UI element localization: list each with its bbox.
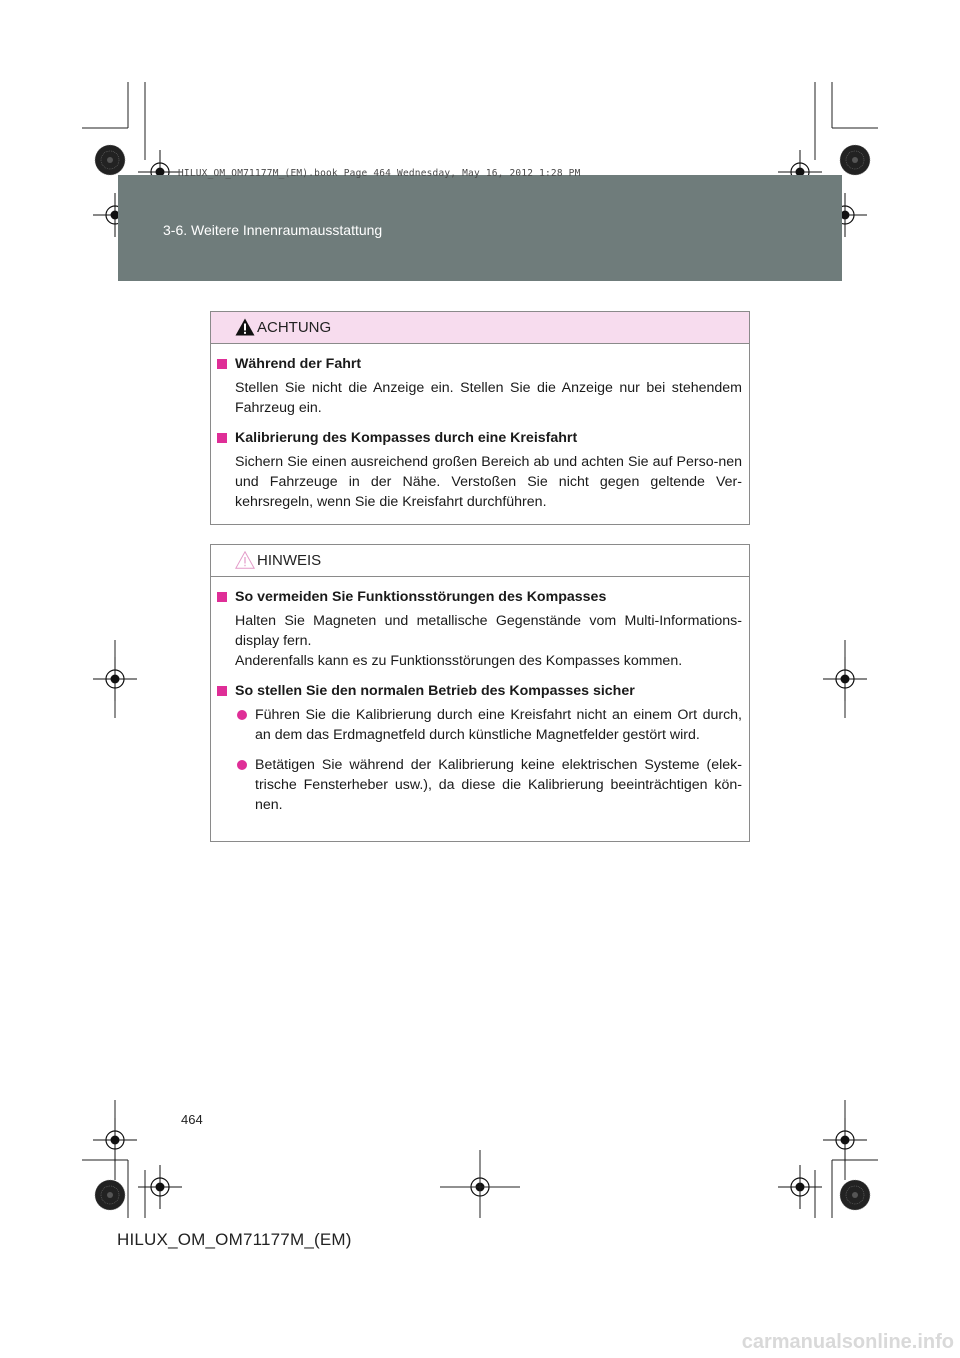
book-stamp: HILUX_OM_OM71177M_(EM).book Page 464 Wednesday, May 16, 2012 1:28 PM xyxy=(178,168,581,179)
notice-item-text: Anderenfalls kann es zu Funktionsstörungen des Kompasses kommen. xyxy=(235,653,683,669)
notice-box xyxy=(210,544,750,842)
sunburst-mark-bl xyxy=(95,1180,125,1210)
square-bullet-icon xyxy=(217,592,227,602)
notice-item-text: Halten Sie Magneten und metallische Gegenstände vom Multi-Informations-display fern. xyxy=(235,613,742,649)
watermark-url: carmanualsonline.info xyxy=(741,1331,954,1353)
round-bullet-icon xyxy=(237,760,247,770)
page-number: 464 xyxy=(181,1112,203,1127)
warning-box xyxy=(210,311,750,525)
sunburst-mark-tl xyxy=(95,145,125,175)
sunburst-mark-tr xyxy=(840,145,870,175)
warning-box-header xyxy=(211,312,749,344)
notice-box-label: HINWEIS xyxy=(257,552,322,569)
warning-item-title: Kalibrierung des Kompasses durch eine Kreisfahrt xyxy=(217,428,742,448)
round-bullet-icon xyxy=(237,710,247,720)
square-bullet-icon xyxy=(217,359,227,369)
warning-item-text: Stellen Sie nicht die Anzeige ein. Stellen Sie die Anzeige nur bei stehendem Fahrzeug ein. xyxy=(235,380,742,416)
warning-item-text: Sichern Sie einen ausreichend großen Bereich ab und achten Sie auf Perso-nen und Fahrzeuge in der Nähe. Verstoßen Sie nicht gegen geltende Ver-kehrsregeln, wenn Sie die Kreisfahrt durchführen. xyxy=(235,454,742,510)
sunburst-mark-br xyxy=(840,1180,870,1210)
caution-triangle-icon xyxy=(235,551,255,569)
warning-triangle-icon xyxy=(235,318,255,336)
warning-box-body xyxy=(211,344,749,512)
notice-box-header xyxy=(211,545,749,577)
notice-item-title: So stellen Sie den normalen Betrieb des Kompasses sicher xyxy=(217,681,742,701)
warning-box-label: ACHTUNG xyxy=(257,319,332,336)
crosshair-mark xyxy=(93,1118,137,1162)
square-bullet-icon xyxy=(217,686,227,696)
warning-item-title: Während der Fahrt xyxy=(217,354,742,374)
square-bullet-icon xyxy=(217,433,227,443)
crosshair-mark xyxy=(823,1118,867,1162)
notice-bullet-item: Führen Sie die Kalibrierung durch eine Kreisfahrt nicht an einem Ort durch, an dem das Erdmagnetfeld durch künstliche Magnetfelder gestört wird. xyxy=(217,705,742,745)
section-title: 3-6. Weitere Innenraumausstattung xyxy=(163,222,383,238)
crosshair-mark xyxy=(93,657,137,701)
notice-item-title: So vermeiden Sie Funktionsstörungen des Kompasses xyxy=(217,587,742,607)
document-code: HILUX_OM_OM71177M_(EM) xyxy=(117,1230,352,1249)
notice-bullet-item: Betätigen Sie während der Kalibrierung keine elektrischen Systeme (elek-trische Fensterheber usw.), da diese die Kalibrierung beeinträchtigen kön-nen. xyxy=(217,755,742,815)
crosshair-mark xyxy=(823,657,867,701)
notice-box-body xyxy=(211,577,749,815)
